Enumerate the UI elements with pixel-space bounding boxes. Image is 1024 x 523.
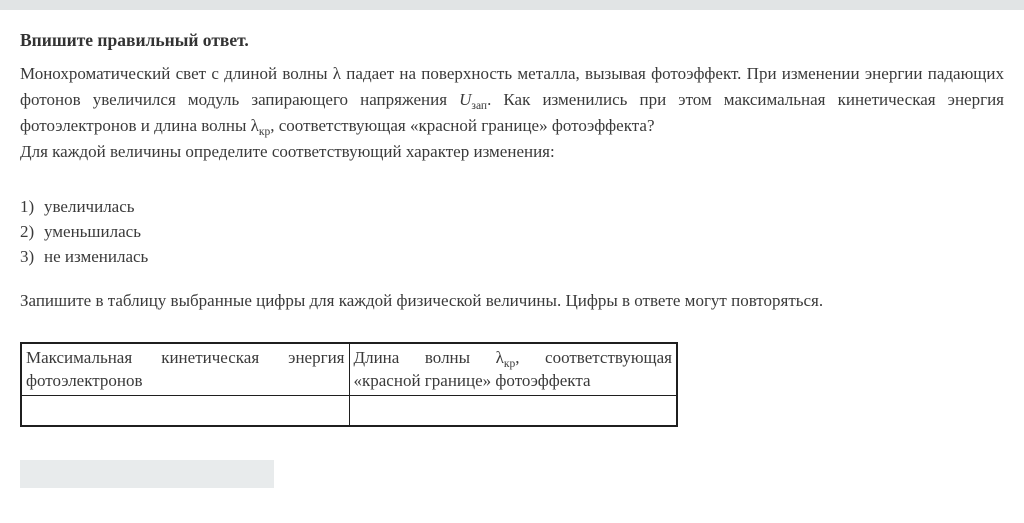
answer-input[interactable] (20, 460, 274, 488)
table-answer-row (21, 396, 677, 426)
change-instruction: Для каждой величины определите соответствующий характер изменения: (20, 142, 555, 161)
problem-part1: Монохроматический свет с длиной волны λ падает на поверхность металла, вызывая фотоэффект. При изменении энергии падающих фотонов увеличился модуль запирающего напряжения (20, 64, 1004, 109)
page-title: Впишите правильный ответ. (20, 30, 249, 50)
table-instruction: Запишите в таблицу выбранные цифры для каждой физической величины. Цифры в ответе могут повторяться. (20, 291, 824, 310)
table-header-kinetic-energy (21, 343, 349, 396)
header-kinetic-energy-text: Максимальная кинетическая энергия фотоэлектронов (26, 348, 345, 390)
answer-table (20, 342, 678, 427)
option-number: 1) (20, 197, 35, 216)
problem-text (20, 61, 1004, 139)
option-increased (20, 194, 1004, 219)
header-wavelength-part1: Длина волны λ (353, 348, 504, 367)
table-header-row (21, 343, 677, 396)
top-bar (0, 0, 1024, 10)
question-content (0, 28, 1024, 427)
option-number: 2) (20, 222, 35, 241)
table-header-wavelength (349, 343, 677, 396)
header-wavelength-part2: , соответствующая «красной границе» фотоэффекта (353, 348, 672, 390)
option-label: не изменилась (44, 247, 149, 266)
lambda-subscript: кр (258, 126, 271, 138)
voltage-symbol: U (459, 90, 472, 109)
option-label: увеличилась (44, 197, 135, 216)
problem-part2: . Как изменились при этом максимальная кинетическая энергия фотоэлектронов и длина волны λ (20, 90, 1004, 135)
options-list (20, 194, 1004, 269)
problem-part3: , соответствующая «красной границе» фотоэффекта? (270, 116, 655, 135)
answer-cell-kinetic-energy (21, 396, 349, 426)
option-label: уменьшилась (44, 222, 141, 241)
option-decreased (20, 219, 1004, 244)
voltage-subscript: зап (471, 100, 488, 112)
header-wavelength-subscript: кр (503, 358, 516, 370)
answer-cell-wavelength (349, 396, 677, 426)
option-number: 3) (20, 247, 35, 266)
option-unchanged (20, 244, 1004, 269)
